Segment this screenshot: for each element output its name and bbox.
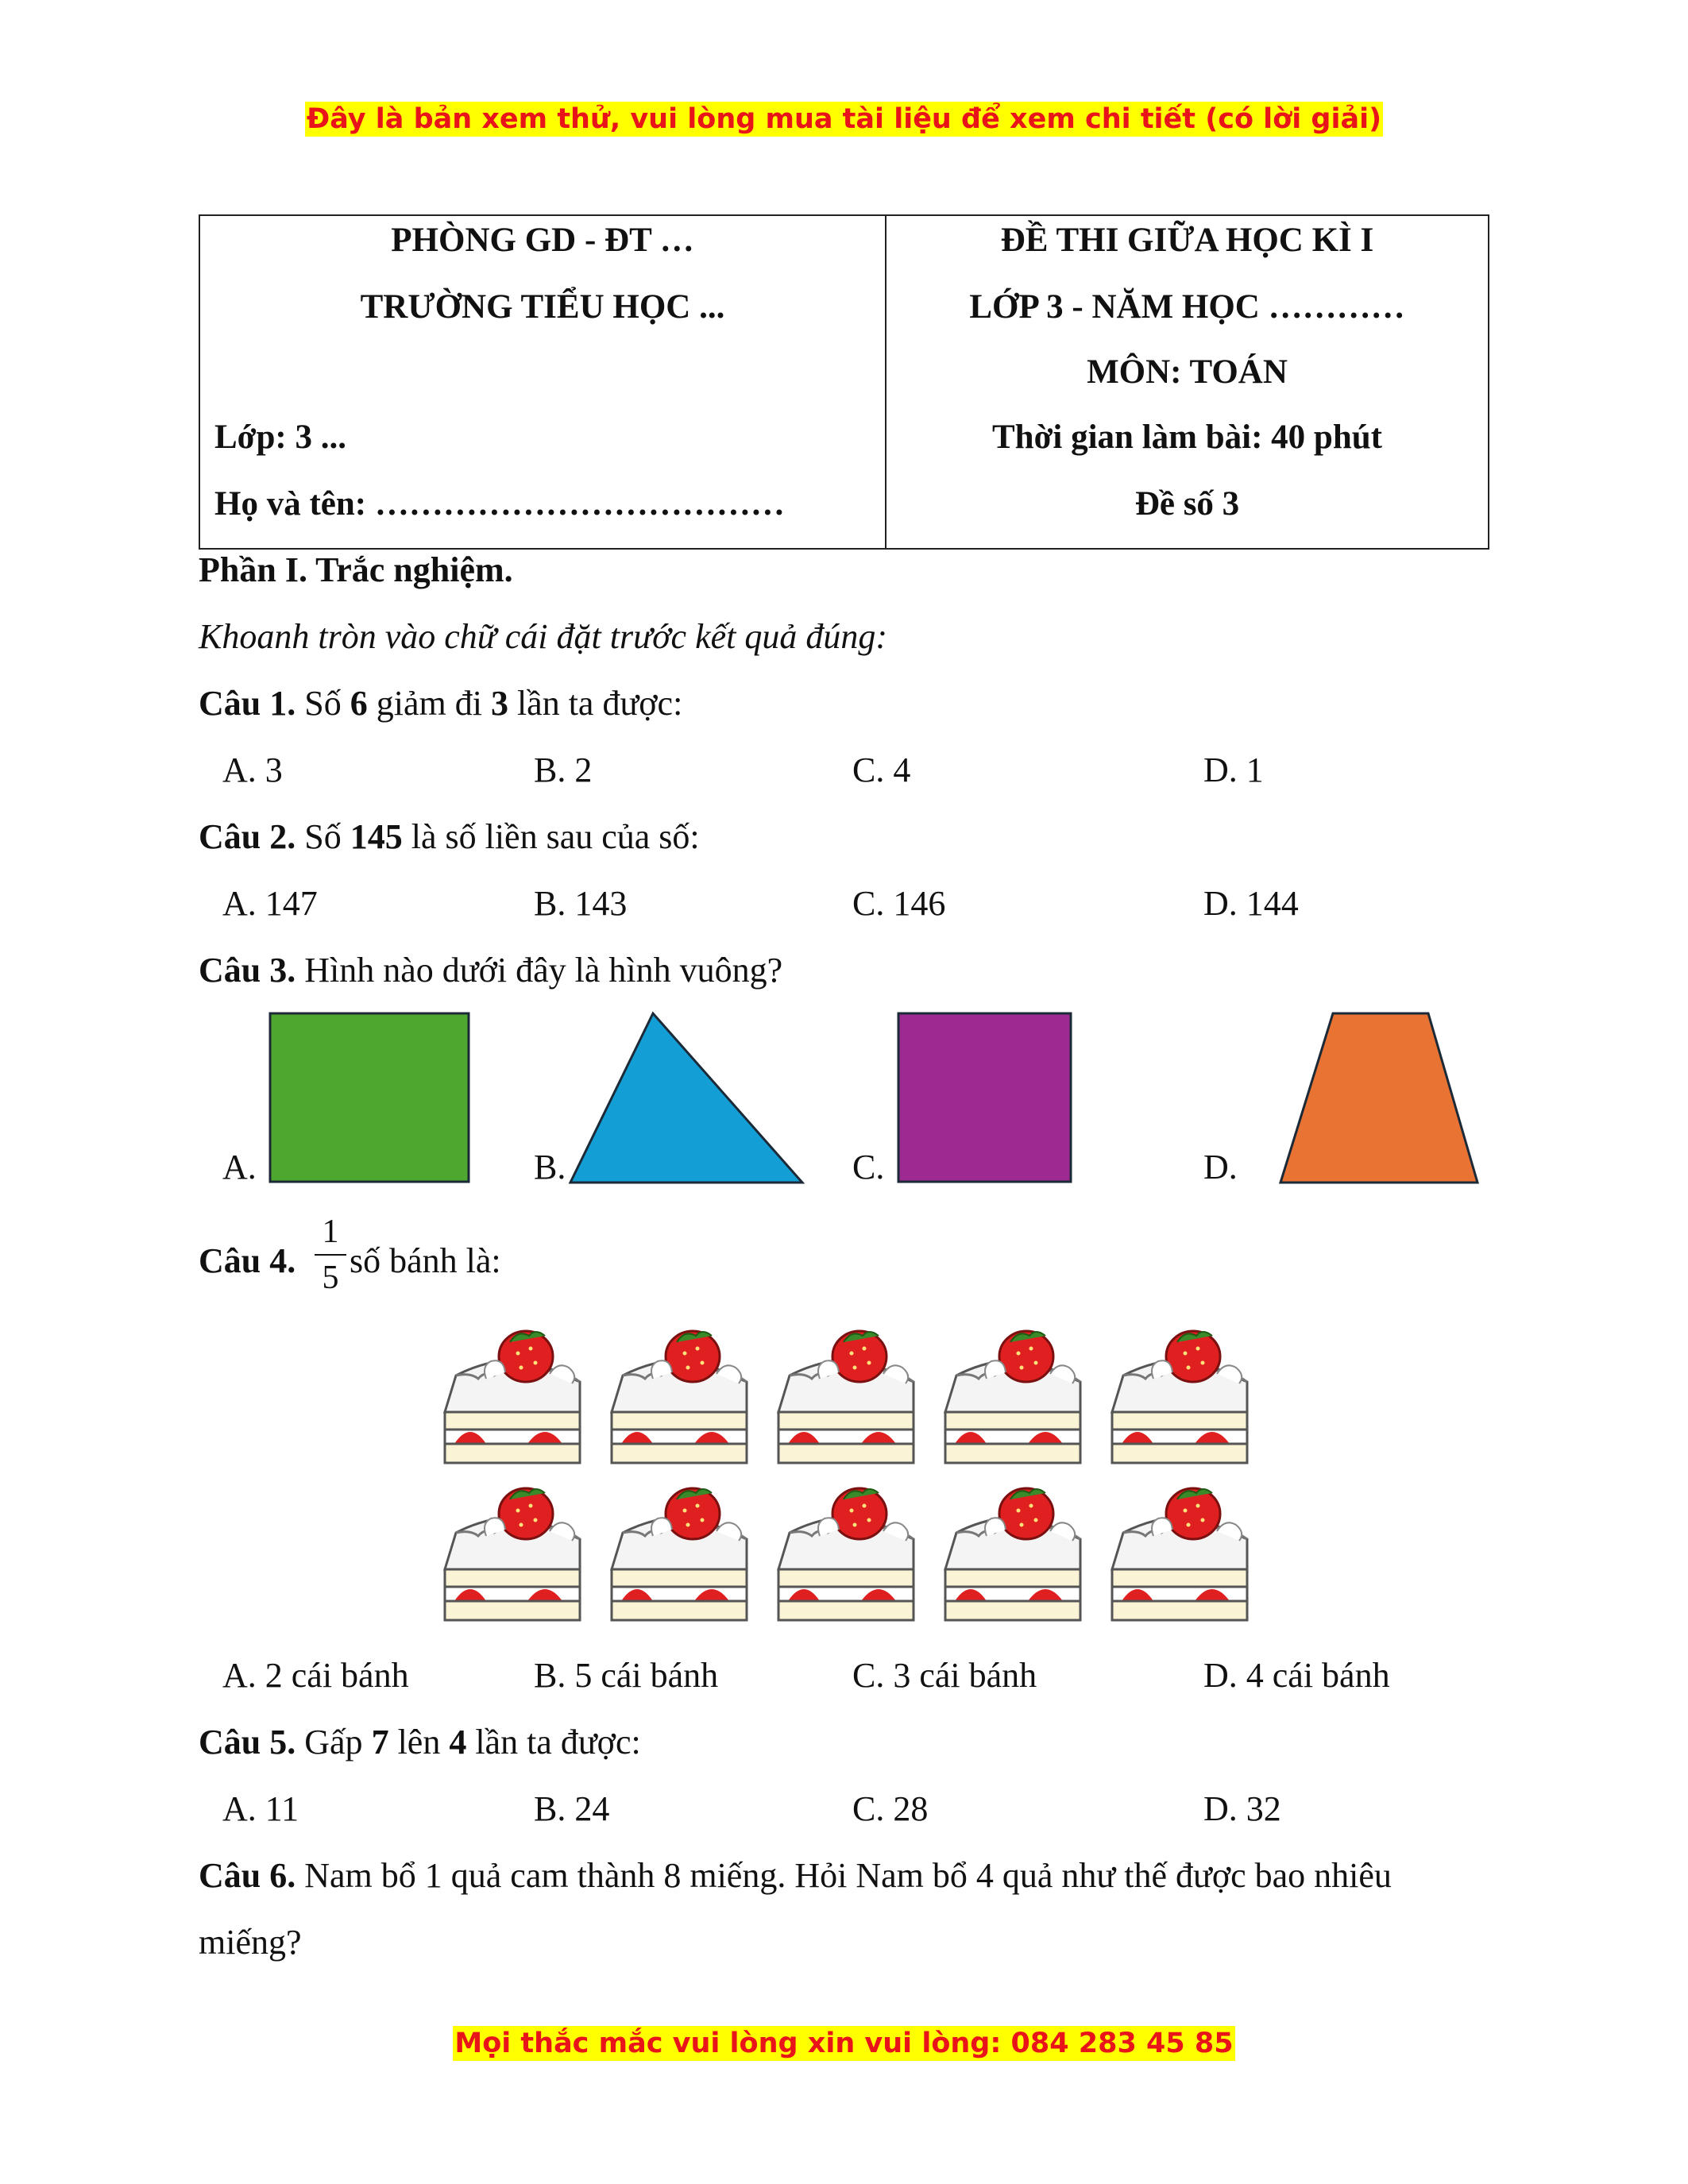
fraction-bar: [315, 1254, 346, 1256]
q1-option-b[interactable]: B. 2: [534, 751, 593, 789]
cake-icon: [939, 1326, 1090, 1469]
question-4-label: Câu 4.: [199, 1241, 296, 1280]
cake-icon: [438, 1326, 589, 1469]
q2-option-c[interactable]: C. 146: [852, 884, 946, 923]
q3-option-a[interactable]: A.: [222, 1148, 257, 1187]
question-2: Câu 2. Số 145 là số liền sau của số:: [199, 817, 700, 856]
q5-option-b[interactable]: B. 24: [534, 1789, 610, 1828]
q4-option-c[interactable]: C. 3 cái bánh: [852, 1656, 1037, 1695]
q2-option-b[interactable]: B. 143: [534, 884, 628, 923]
preview-banner-text: Đây là bản xem thử, vui lòng mua tài liệu để xem chi tiết (có lời giải): [306, 103, 1382, 135]
q3-option-d[interactable]: D.: [1203, 1148, 1238, 1187]
q5-option-a[interactable]: A. 11: [222, 1789, 299, 1828]
q4-option-a[interactable]: A. 2 cái bánh: [222, 1656, 409, 1695]
cake-icon: [605, 1326, 756, 1469]
department-name: PHÒNG GD - ĐT …: [391, 222, 694, 259]
question-5: Câu 5. Gấp 7 lên 4 lần ta được:: [199, 1723, 641, 1761]
cake-icon: [438, 1484, 589, 1626]
cake-icon: [1106, 1484, 1257, 1626]
fraction-denominator: 5: [322, 1260, 339, 1296]
q3-option-b[interactable]: B.: [534, 1148, 566, 1187]
green-square-shape[interactable]: [270, 1013, 469, 1182]
instruction: Khoanh tròn vào chữ cái đặt trước kết quả đúng:: [199, 617, 888, 656]
cake-icon: [939, 1484, 1090, 1626]
exam-header-table: [199, 214, 1489, 550]
q1-option-a[interactable]: A. 3: [222, 751, 283, 789]
school-name: TRƯỜNG TIỂU HỌC ...: [360, 288, 725, 326]
fraction-one-fifth: [315, 1213, 346, 1297]
fraction-numerator: 1: [322, 1214, 339, 1250]
q5-option-c[interactable]: C. 28: [852, 1789, 929, 1828]
question-1: Câu 1. Số 6 giảm đi 3 lần ta được:: [199, 684, 683, 723]
q2-option-d[interactable]: D. 144: [1203, 884, 1299, 923]
blue-triangle-shape[interactable]: [570, 1013, 802, 1183]
part-1-title: Phần I. Trắc nghiệm.: [199, 550, 513, 589]
question-3: Câu 3. Hình nào dưới đây là hình vuông?: [199, 951, 783, 990]
cake-icon: [772, 1326, 923, 1469]
q1-option-d[interactable]: D. 1: [1203, 751, 1264, 789]
purple-square-shape[interactable]: [898, 1013, 1071, 1182]
question-4-text: số bánh là:: [350, 1241, 501, 1280]
cake-icon: [605, 1484, 756, 1626]
q1-option-c[interactable]: C. 4: [852, 751, 911, 789]
time-limit: Thời gian làm bài: 40 phút: [992, 419, 1382, 456]
q4-option-b[interactable]: B. 5 cái bánh: [534, 1656, 719, 1695]
cake-icon: [1106, 1326, 1257, 1469]
preview-banner: [0, 103, 1688, 135]
q5-option-d[interactable]: D. 32: [1203, 1789, 1281, 1828]
q3-shapes: [0, 1001, 1688, 1199]
contact-banner: [0, 2028, 1688, 2059]
grade-year: LỚP 3 - NĂM HỌC …………: [969, 288, 1405, 326]
student-name-field: Họ và tên: ………………………………: [214, 485, 785, 523]
orange-trapezoid-shape[interactable]: [1280, 1013, 1477, 1183]
question-6-continued: miếng?: [199, 1923, 302, 1962]
contact-banner-text: Mọi thắc mắc vui lòng xin vui lòng: 084 283 45 85: [454, 2028, 1234, 2059]
q3-option-c[interactable]: C.: [852, 1148, 885, 1187]
q4-option-d[interactable]: D. 4 cái bánh: [1203, 1656, 1390, 1695]
exam-number: Đề số 3: [1134, 485, 1240, 523]
question-6: Câu 6. Nam bổ 1 quả cam thành 8 miếng. Hỏi Nam bổ 4 quả như thế được bao nhiêu: [199, 1856, 1392, 1895]
subject: MÔN: TOÁN: [1087, 353, 1288, 391]
exam-title: ĐỀ THI GIỮA HỌC KÌ I: [1000, 222, 1374, 259]
class-field: Lớp: 3 ...: [214, 419, 346, 456]
q2-option-a[interactable]: A. 147: [222, 884, 318, 923]
cake-icon: [772, 1484, 923, 1626]
